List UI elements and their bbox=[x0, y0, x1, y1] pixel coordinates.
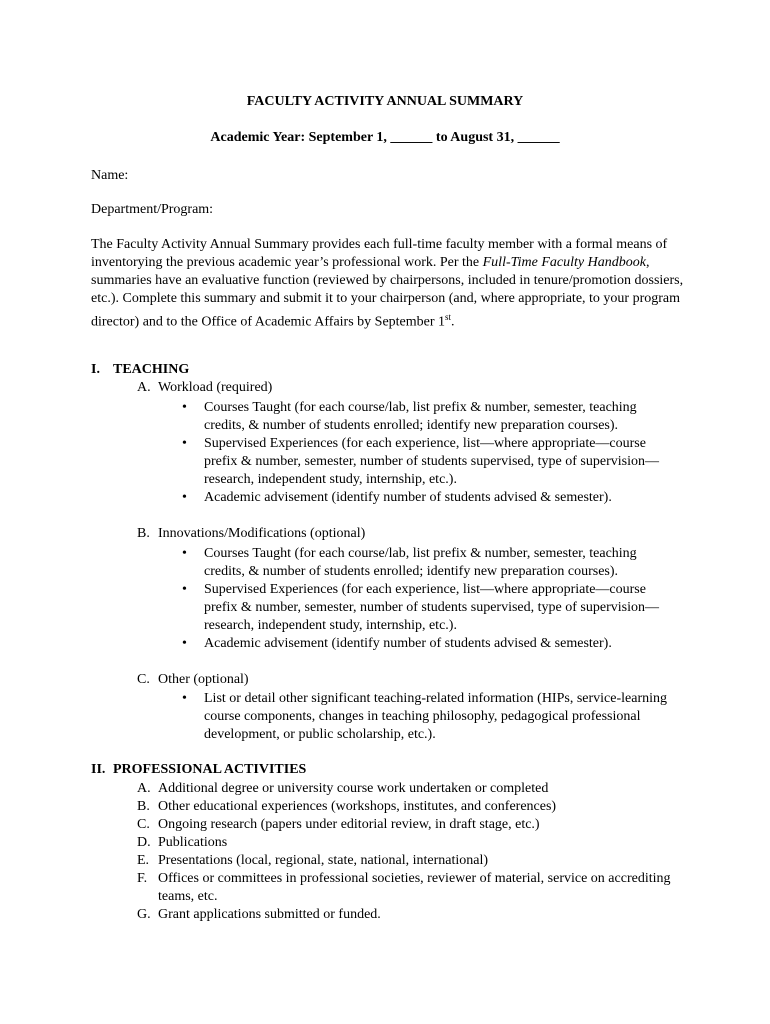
list-item-text: Grant applications submitted or funded. bbox=[158, 907, 381, 922]
list-item bbox=[137, 780, 677, 798]
academic-year-line: Academic Year: September 1, ______ to August 31, ______ bbox=[210, 130, 560, 145]
intro-text-1: The Faculty Activity Annual Summary provides each full-time faculty member with a formal means of inventorying the previous academic year’s professional work. Per the bbox=[91, 237, 668, 270]
item-letter: D. bbox=[137, 835, 151, 850]
workload-bullet-list bbox=[180, 399, 680, 507]
subsection-other bbox=[137, 672, 249, 688]
bullet-icon: • bbox=[182, 582, 187, 597]
list-item-text: List or detail other significant teaching-related information (HIPs, service-learning course components, changes in teaching philosophy, pedagogical professional development, or public scholarship, etc.). bbox=[204, 691, 668, 742]
section-number: II. bbox=[91, 762, 106, 777]
professional-activities-list bbox=[137, 780, 677, 924]
list-item-text: Supervised Experiences (for each experience, list—where appropriate—course prefix & number, semester, number of students supervised, type of supervision—research, independent study, internship, etc.). bbox=[204, 582, 659, 633]
list-item bbox=[137, 852, 677, 870]
list-item-text: Ongoing research (papers under editorial review, in draft stage, etc.) bbox=[158, 817, 540, 832]
section-number: I. bbox=[91, 362, 100, 377]
section-title: PROFESSIONAL ACTIVITIES bbox=[113, 762, 307, 777]
list-item bbox=[137, 906, 677, 924]
list-item-text: Supervised Experiences (for each experience, list—where appropriate—course prefix & number, semester, number of students supervised, type of supervision—research, independent study, internship, etc.). bbox=[204, 436, 659, 487]
list-item bbox=[137, 816, 677, 834]
bullet-icon: • bbox=[182, 400, 187, 415]
item-letter: A. bbox=[137, 781, 151, 796]
list-item-text: Academic advisement (identify number of students advised & semester). bbox=[204, 636, 612, 651]
bullet-icon: • bbox=[182, 436, 187, 451]
bullet-icon: • bbox=[182, 490, 187, 505]
list-item-text: Publications bbox=[158, 835, 228, 850]
list-item bbox=[137, 870, 677, 906]
subsection-workload bbox=[137, 380, 272, 396]
bullet-icon: • bbox=[182, 636, 187, 651]
intro-end: . bbox=[451, 314, 455, 330]
other-bullet-list bbox=[180, 690, 680, 744]
list-item-text: Presentations (local, regional, state, national, international) bbox=[158, 853, 489, 868]
subsection-title: Other (optional) bbox=[158, 672, 249, 687]
item-letter: B. bbox=[137, 799, 150, 814]
subsection-innovations bbox=[137, 526, 365, 542]
innovations-bullet-list bbox=[180, 545, 680, 653]
list-item bbox=[180, 690, 680, 744]
name-field-label: Name: bbox=[91, 168, 129, 183]
list-item bbox=[180, 489, 680, 507]
list-item bbox=[180, 635, 680, 653]
intro-paragraph bbox=[91, 236, 691, 332]
list-item bbox=[137, 834, 677, 852]
subsection-letter: A. bbox=[137, 380, 151, 395]
ordinal-suffix: st bbox=[445, 312, 452, 322]
list-item bbox=[180, 581, 680, 635]
item-letter: F. bbox=[137, 871, 148, 886]
item-letter: E. bbox=[137, 853, 150, 868]
list-item bbox=[180, 399, 680, 435]
item-letter: C. bbox=[137, 817, 150, 832]
department-field-label: Department/Program: bbox=[91, 202, 214, 217]
subsection-letter: B. bbox=[137, 526, 150, 541]
subsection-title: Innovations/Modifications (optional) bbox=[158, 526, 366, 541]
list-item bbox=[180, 545, 680, 581]
section-professional-heading bbox=[91, 762, 306, 778]
list-item-text: Academic advisement (identify number of students advised & semester). bbox=[204, 490, 612, 505]
section-teaching-heading bbox=[91, 362, 189, 378]
subsection-title: Workload (required) bbox=[158, 380, 273, 395]
document-title: FACULTY ACTIVITY ANNUAL SUMMARY bbox=[246, 94, 524, 109]
subsection-letter: C. bbox=[137, 672, 150, 687]
intro-text-2: , summaries have an evaluative function (reviewed by chairpersons, included in tenure/promotion dossiers, etc.). Complete this summary and submit it to your chairperson (and, where appropriate, to your program director) and to the Office of Academic Affairs by September 1 bbox=[91, 255, 684, 330]
handbook-title: Full-Time Faculty Handbook bbox=[482, 255, 646, 270]
section-title: TEACHING bbox=[113, 362, 190, 377]
list-item bbox=[137, 798, 677, 816]
bullet-icon: • bbox=[182, 546, 187, 561]
list-item-text: Other educational experiences (workshops, institutes, and conferences) bbox=[158, 799, 557, 814]
list-item-text: Courses Taught (for each course/lab, list prefix & number, semester, teaching credits, & number of students enrolled; identify new preparation courses). bbox=[204, 546, 637, 579]
item-letter: G. bbox=[137, 907, 151, 922]
list-item-text: Additional degree or university course work undertaken or completed bbox=[158, 781, 549, 796]
bullet-icon: • bbox=[182, 691, 187, 706]
list-item-text: Offices or committees in professional societies, reviewer of material, service on accrediting teams, etc. bbox=[158, 871, 671, 904]
list-item-text: Courses Taught (for each course/lab, list prefix & number, semester, teaching credits, & number of students enrolled; identify new preparation courses). bbox=[204, 400, 637, 433]
list-item bbox=[180, 435, 680, 489]
